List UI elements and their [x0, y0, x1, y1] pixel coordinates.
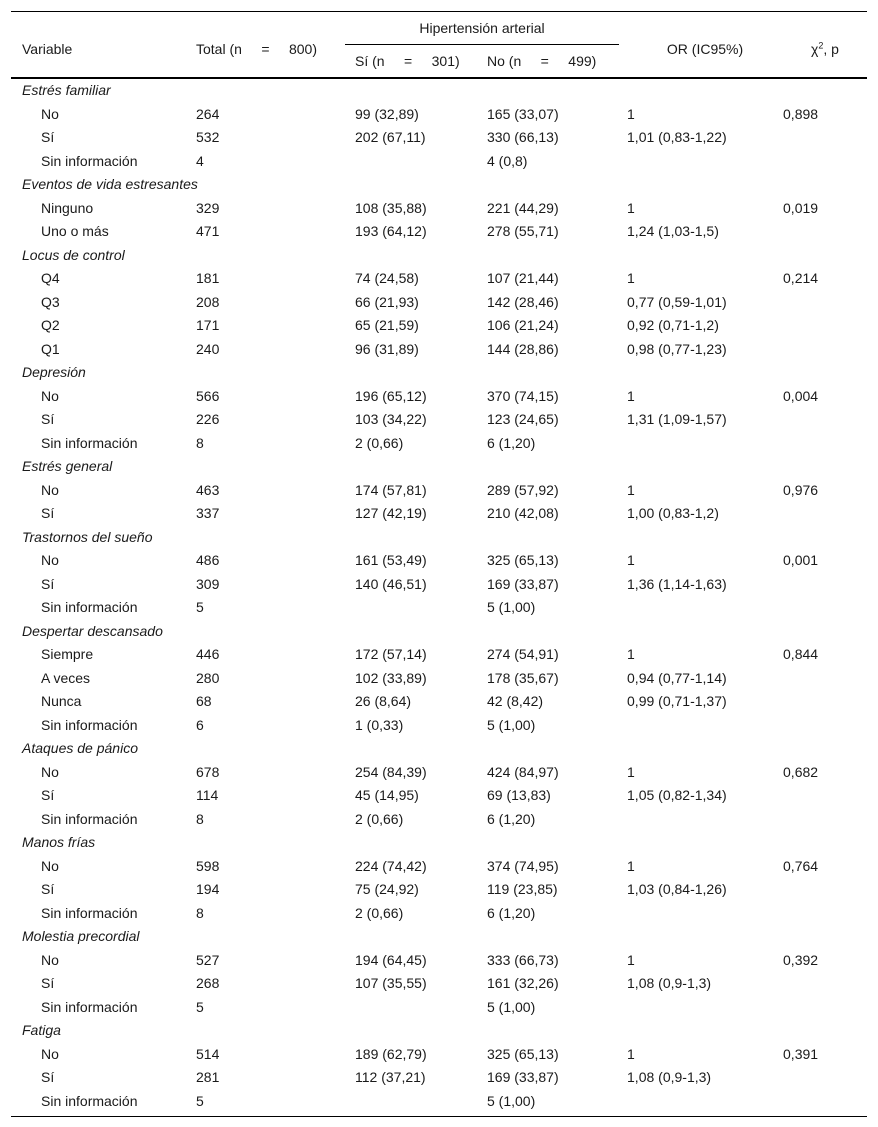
cell-p-value	[783, 902, 867, 926]
row-label: No	[41, 951, 59, 968]
table-row	[11, 972, 867, 996]
table-row	[11, 878, 867, 902]
cell-or: 1	[627, 481, 635, 498]
cell-hta-yes: 99 (32,89)	[355, 105, 419, 122]
section-title: Estrés general	[22, 458, 113, 474]
section-header-row	[11, 455, 867, 479]
cell-hta-no: 274 (54,91)	[487, 646, 559, 662]
cell-p-value	[783, 714, 867, 738]
table-row	[11, 549, 867, 573]
cell-hta-yes: 140 (46,51)	[355, 575, 427, 592]
cell-or: 1,01 (0,83-1,22)	[627, 129, 727, 145]
cell-or	[627, 714, 783, 738]
row-label: Sí	[41, 787, 55, 803]
cell-total: 598	[196, 857, 220, 874]
row-label: Sí	[41, 575, 55, 592]
cell-hta-no: 330 (66,13)	[487, 129, 559, 145]
section-title: Ataques de pánico	[22, 740, 138, 756]
cell-total: 8	[196, 904, 204, 921]
header-chi-square	[783, 12, 867, 79]
cell-total: 678	[196, 763, 220, 780]
table-row	[11, 690, 867, 714]
cell-hta-yes: 45 (14,95)	[355, 787, 419, 803]
row-label: Sin información	[41, 599, 138, 615]
section-title: Trastornos del sueño	[22, 528, 153, 545]
section-title: Eventos de vida estresantes	[22, 176, 198, 192]
cell-hta-yes: 107 (35,55)	[355, 975, 427, 991]
section-title: Estrés familiar	[22, 82, 111, 98]
table-row	[11, 1043, 867, 1067]
row-label: Sí	[41, 881, 55, 897]
section-header-row	[11, 737, 867, 761]
cell-or	[627, 432, 783, 456]
cell-total: 114	[196, 787, 219, 803]
cell-hta-no: 6 (1,20)	[487, 904, 536, 921]
cell-or	[627, 596, 783, 620]
cell-hta-yes	[345, 996, 483, 1020]
cell-or: 1	[627, 105, 635, 122]
cell-total: 280	[196, 669, 220, 686]
cell-total: 514	[196, 1045, 220, 1062]
cell-or: 0,92 (0,71-1,2)	[627, 317, 719, 333]
section-header-row	[11, 78, 867, 103]
row-label: Siempre	[41, 646, 94, 662]
row-label: Sin información	[41, 716, 138, 733]
cell-p-value	[783, 314, 867, 338]
table-row	[11, 197, 867, 221]
table-row	[11, 314, 867, 338]
cell-or: 0,77 (0,59-1,01)	[627, 293, 727, 310]
row-label: Q3	[41, 293, 60, 310]
cell-p-value	[783, 784, 867, 808]
cell-hta-yes: 161 (53,49)	[355, 552, 427, 568]
cell-hta-no: 325 (65,13)	[487, 1045, 559, 1062]
cell-p-value	[783, 1090, 867, 1117]
row-label: Q4	[41, 270, 60, 286]
cell-p-value	[783, 150, 867, 174]
cell-total: 309	[196, 575, 220, 592]
cell-total: 171	[196, 317, 220, 333]
section-title: Despertar descansado	[22, 622, 163, 639]
cell-hta-no: 106 (21,24)	[487, 317, 559, 333]
table-row	[11, 408, 867, 432]
table-row	[11, 643, 867, 667]
cell-total: 471	[196, 223, 220, 239]
row-label: Q1	[41, 340, 60, 357]
cell-total: 5	[196, 998, 204, 1015]
cell-or	[627, 902, 783, 926]
cell-hta-yes: 174 (57,81)	[355, 481, 427, 498]
cell-hta-yes: 196 (65,12)	[355, 387, 427, 404]
table-row	[11, 714, 867, 738]
results-table-container	[11, 11, 867, 1117]
cell-hta-yes: 224 (74,42)	[355, 857, 427, 874]
cell-or	[627, 996, 783, 1020]
cell-p-value	[783, 408, 867, 432]
cell-hta-yes: 189 (62,79)	[355, 1045, 427, 1062]
row-label: Sin información	[41, 904, 138, 921]
cell-hta-yes: 2 (0,66)	[355, 810, 404, 827]
cell-p-value	[783, 291, 867, 315]
section-header-row	[11, 173, 867, 197]
cell-hta-yes: 1 (0,33)	[355, 716, 404, 733]
section-header-row	[11, 526, 867, 550]
cell-or	[627, 1090, 783, 1117]
row-label: Nunca	[41, 693, 82, 709]
cell-total: 532	[196, 129, 220, 145]
row-label: Sí	[41, 505, 55, 521]
cell-hta-no: 178 (35,67)	[487, 669, 559, 686]
cell-total: 240	[196, 340, 220, 357]
cell-total: 4	[196, 152, 204, 169]
cell-total: 181	[196, 270, 220, 286]
cell-hta-no: 5 (1,00)	[487, 998, 536, 1015]
cell-total: 446	[196, 646, 220, 662]
cell-or: 1	[627, 387, 635, 404]
cell-p-value: 0,898	[783, 105, 819, 122]
cell-total: 264	[196, 105, 220, 122]
cell-p-value: 0,682	[783, 763, 819, 780]
row-label: Sin información	[41, 810, 138, 827]
cell-or: 0,99 (0,71-1,37)	[627, 693, 727, 709]
table-row	[11, 949, 867, 973]
cell-p-value: 0,391	[783, 1045, 819, 1062]
row-label: Sin información	[41, 998, 138, 1015]
cell-or: 1,03 (0,84-1,26)	[627, 881, 727, 897]
cell-or	[627, 150, 783, 174]
cell-total: 8	[196, 434, 204, 451]
row-label: Sí	[41, 1069, 55, 1085]
cell-or: 0,98 (0,77-1,23)	[627, 340, 727, 357]
table-row	[11, 808, 867, 832]
cell-or: 1	[627, 552, 635, 568]
cell-hta-no: 289 (57,92)	[487, 481, 559, 498]
cell-total: 527	[196, 951, 220, 968]
table-row	[11, 267, 867, 291]
cell-hta-yes: 74 (24,58)	[355, 270, 419, 286]
cell-p-value	[783, 596, 867, 620]
cell-or: 0,94 (0,77-1,14)	[627, 669, 727, 686]
cell-total: 226	[196, 411, 220, 427]
row-label: Sin información	[41, 1092, 138, 1109]
cell-hta-no: 161 (32,26)	[487, 975, 559, 991]
results-table	[11, 11, 867, 1117]
table-row	[11, 338, 867, 362]
table-row	[11, 502, 867, 526]
row-label: No	[41, 105, 59, 122]
cell-total: 329	[196, 199, 220, 216]
table-row	[11, 291, 867, 315]
cell-total: 463	[196, 481, 220, 498]
table-row	[11, 385, 867, 409]
cell-p-value: 0,004	[783, 387, 819, 404]
table-row	[11, 220, 867, 244]
header-variable: Variable	[22, 40, 73, 57]
table-row	[11, 103, 867, 127]
cell-p-value: 0,392	[783, 951, 819, 968]
cell-hta-yes: 26 (8,64)	[355, 693, 412, 709]
cell-p-value	[783, 878, 867, 902]
cell-hta-no: 5 (1,00)	[487, 1092, 536, 1109]
row-label: No	[41, 857, 59, 874]
cell-hta-no: 210 (42,08)	[487, 505, 559, 521]
cell-p-value	[783, 996, 867, 1020]
chi-superscript: 2	[818, 39, 824, 50]
cell-hta-no: 374 (74,95)	[487, 857, 559, 874]
section-header-row	[11, 361, 867, 385]
header-no: No (n = 499)	[487, 53, 597, 69]
cell-hta-no: 123 (24,65)	[487, 411, 559, 427]
cell-hta-no: 278 (55,71)	[487, 223, 559, 239]
cell-or: 1,05 (0,82-1,34)	[627, 787, 727, 803]
cell-total: 281	[196, 1069, 220, 1085]
table-header	[11, 12, 867, 79]
table-row	[11, 150, 867, 174]
cell-p-value	[783, 432, 867, 456]
header-or: OR (IC95%)	[666, 40, 744, 57]
row-label: Sí	[41, 129, 55, 145]
section-header-row	[11, 925, 867, 949]
cell-total: 486	[196, 552, 220, 568]
table-body	[11, 78, 867, 1117]
cell-hta-yes: 254 (84,39)	[355, 763, 427, 780]
cell-hta-yes: 194 (64,45)	[355, 951, 427, 968]
cell-hta-no: 5 (1,00)	[487, 599, 536, 615]
cell-p-value	[783, 502, 867, 526]
section-header-row	[11, 1019, 867, 1043]
cell-hta-yes: 66 (21,93)	[355, 293, 419, 310]
row-label: Sin información	[41, 152, 138, 169]
cell-total: 6	[196, 716, 204, 733]
table-row	[11, 761, 867, 785]
table-row	[11, 784, 867, 808]
cell-or: 1,08 (0,9-1,3)	[627, 975, 712, 991]
cell-hta-yes: 2 (0,66)	[355, 904, 404, 921]
row-label: No	[41, 1045, 59, 1062]
section-title: Manos frías	[22, 834, 96, 850]
cell-p-value: 0,019	[783, 199, 819, 216]
row-label: Q2	[41, 317, 60, 333]
row-label: Sí	[41, 411, 55, 427]
section-header-row	[11, 831, 867, 855]
cell-hta-no: 333 (66,73)	[487, 951, 559, 968]
cell-p-value	[783, 972, 867, 996]
cell-hta-no: 5 (1,00)	[487, 716, 536, 733]
cell-hta-no: 424 (84,97)	[487, 763, 559, 780]
cell-or: 1	[627, 763, 635, 780]
cell-hta-no: 4 (0,8)	[487, 152, 528, 169]
cell-total: 5	[196, 599, 204, 615]
section-header-row	[11, 620, 867, 644]
section-title: Fatiga	[22, 1022, 61, 1038]
table-row	[11, 855, 867, 879]
table-row	[11, 573, 867, 597]
row-label: Sin información	[41, 434, 138, 451]
cell-hta-yes	[345, 150, 483, 174]
cell-total: 208	[196, 293, 220, 310]
row-label: Uno o más	[41, 223, 109, 239]
cell-p-value: 0,001	[783, 552, 819, 568]
cell-total: 8	[196, 810, 204, 827]
cell-hta-no: 221 (44,29)	[487, 199, 559, 216]
cell-hta-yes: 202 (67,11)	[355, 129, 426, 145]
cell-hta-no: 169 (33,87)	[487, 575, 559, 592]
row-label: No	[41, 552, 59, 568]
cell-or: 1,24 (1,03-1,5)	[627, 223, 719, 239]
cell-total: 268	[196, 975, 220, 991]
cell-hta-yes: 96 (31,89)	[355, 340, 419, 357]
cell-total: 68	[196, 693, 212, 709]
cell-hta-yes: 127 (42,19)	[355, 505, 427, 521]
table-row	[11, 126, 867, 150]
row-label: Ninguno	[41, 199, 94, 216]
cell-or: 1,31 (1,09-1,57)	[627, 411, 727, 427]
cell-hta-no: 370 (74,15)	[487, 387, 559, 404]
cell-hta-yes: 65 (21,59)	[355, 317, 419, 333]
cell-p-value: 0,844	[783, 646, 819, 662]
cell-hta-no: 165 (33,07)	[487, 105, 559, 122]
table-row	[11, 1066, 867, 1090]
cell-hta-yes: 172 (57,14)	[355, 646, 427, 662]
cell-hta-yes: 75 (24,92)	[355, 881, 419, 897]
cell-hta-no: 144 (28,86)	[487, 340, 559, 357]
cell-hta-no: 6 (1,20)	[487, 810, 536, 827]
cell-hta-no: 69 (13,83)	[487, 787, 551, 803]
cell-p-value	[783, 220, 867, 244]
cell-hta-yes	[345, 1090, 483, 1117]
cell-hta-yes	[345, 596, 483, 620]
table-row	[11, 432, 867, 456]
cell-p-value	[783, 690, 867, 714]
cell-or	[627, 808, 783, 832]
section-title: Depresión	[22, 364, 86, 380]
cell-p-value	[783, 573, 867, 597]
chi-symbol: χ	[811, 40, 819, 57]
cell-hta-yes: 193 (64,12)	[355, 223, 427, 239]
cell-p-value	[783, 1066, 867, 1090]
row-label: No	[41, 481, 59, 498]
cell-or: 1	[627, 646, 635, 662]
cell-hta-no: 325 (65,13)	[487, 552, 559, 568]
table-row	[11, 667, 867, 691]
cell-p-value	[783, 667, 867, 691]
cell-p-value	[783, 808, 867, 832]
row-label: No	[41, 763, 59, 780]
cell-total: 194	[196, 881, 220, 897]
cell-p-value: 0,764	[783, 857, 819, 874]
header-yes: Sí (n = 301)	[355, 53, 460, 69]
cell-hta-no: 142 (28,46)	[487, 293, 559, 310]
cell-p-value: 0,976	[783, 481, 819, 498]
cell-total: 566	[196, 387, 220, 404]
table-row	[11, 479, 867, 503]
table-row	[11, 596, 867, 620]
cell-or: 1	[627, 857, 635, 874]
cell-or: 1	[627, 1045, 635, 1062]
row-label: A veces	[41, 669, 91, 686]
cell-p-value: 0,214	[783, 270, 819, 286]
cell-hta-no: 42 (8,42)	[487, 693, 544, 709]
table-row	[11, 996, 867, 1020]
section-title: Molestia precordial	[22, 928, 140, 944]
row-label: No	[41, 387, 59, 404]
cell-hta-yes: 102 (33,89)	[355, 669, 427, 686]
header-hypertension-label: Hipertensión arterial	[345, 12, 619, 45]
cell-hta-no: 169 (33,87)	[487, 1069, 559, 1085]
cell-hta-no: 119 (23,85)	[487, 881, 558, 897]
cell-or: 1	[627, 951, 635, 968]
cell-hta-yes: 103 (34,22)	[355, 411, 427, 427]
cell-or: 1,36 (1,14-1,63)	[627, 575, 727, 592]
header-total: Total (n = 800)	[196, 40, 318, 57]
header-hypertension-group	[345, 12, 627, 46]
cell-hta-yes: 2 (0,66)	[355, 434, 404, 451]
cell-p-value	[783, 338, 867, 362]
row-label: Sí	[41, 975, 55, 991]
chi-p-label: , p	[823, 40, 839, 57]
cell-total: 337	[196, 505, 220, 521]
cell-total: 5	[196, 1092, 204, 1109]
section-header-row	[11, 244, 867, 268]
cell-hta-yes: 112 (37,21)	[355, 1069, 426, 1085]
cell-or: 1	[627, 199, 635, 216]
section-title: Locus de control	[22, 246, 125, 263]
cell-or: 1,00 (0,83-1,2)	[627, 505, 719, 521]
cell-or: 1,08 (0,9-1,3)	[627, 1069, 712, 1085]
cell-or: 1	[627, 270, 635, 286]
cell-hta-no: 6 (1,20)	[487, 434, 536, 451]
table-row	[11, 1090, 867, 1117]
table-row	[11, 902, 867, 926]
cell-hta-no: 107 (21,44)	[487, 270, 559, 286]
cell-hta-yes: 108 (35,88)	[355, 199, 427, 216]
cell-p-value	[783, 126, 867, 150]
